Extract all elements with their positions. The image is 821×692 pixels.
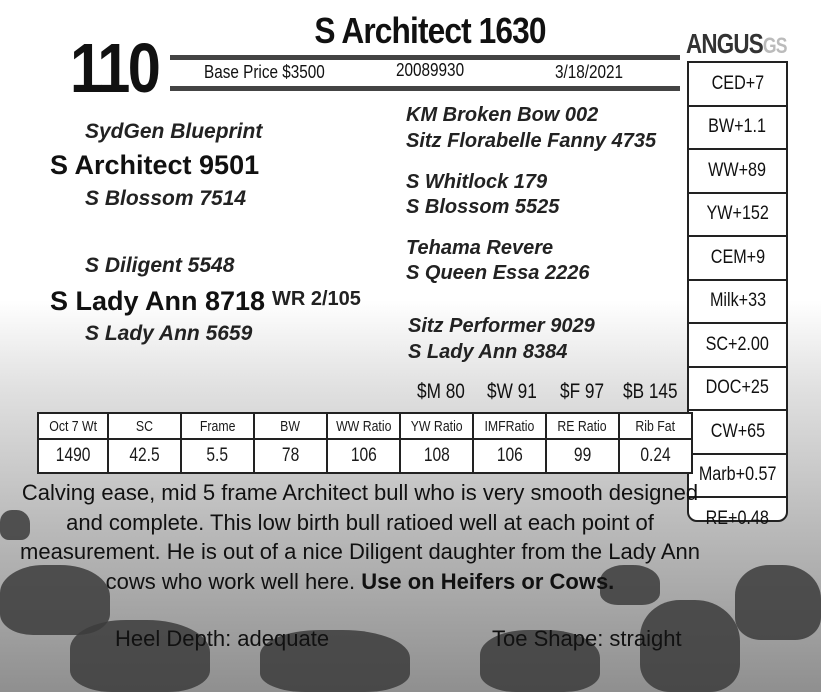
table-cell: 1490 [38, 439, 108, 473]
performance-table [37, 412, 693, 474]
table-cell: 108 [400, 439, 473, 473]
epd-cem: CEM+9 [689, 237, 786, 281]
toe-shape: Toe Shape: straight [492, 626, 682, 651]
epd-marb: Marb+0.57 [689, 455, 786, 499]
description-recommendation: Use on Heifers or Cows. [361, 568, 615, 594]
grand-sire-3: Tehama Revere [406, 237, 554, 259]
dam-weaning-ratio: WR 2/105 [272, 288, 361, 310]
epd-milk: Milk+33 [689, 281, 786, 325]
animal-name: S Architect 1630 [314, 10, 546, 51]
epd-ced: CED+7 [689, 63, 786, 107]
epd-yw: YW+152 [689, 194, 786, 238]
grand-dam-1: Sitz Florabelle Fanny 4735 [406, 130, 657, 152]
grand-sire-2: S Whitlock 179 [406, 171, 548, 193]
table-cell: 5.5 [181, 439, 254, 473]
base-price: Base Price $3500 [204, 62, 325, 82]
lot-number: 110 [70, 29, 159, 107]
epd-sc: SC+2.00 [689, 324, 786, 368]
sire: S Architect 9501 [50, 150, 260, 180]
grand-dam-4: S Lady Ann 8384 [408, 341, 568, 363]
registration-number: 20089930 [396, 60, 465, 80]
table-header: Oct 7 Wt [38, 413, 108, 439]
table-header: BW [254, 413, 327, 439]
birth-date: 3/18/2021 [555, 62, 624, 82]
cattle-silhouette [735, 565, 821, 640]
index-m: $M 80 [417, 380, 465, 403]
epd-cw: CW+65 [689, 411, 786, 455]
table-cell: 99 [546, 439, 619, 473]
heel-depth: Heel Depth: adequate [115, 626, 330, 651]
performance-header-row [38, 413, 692, 439]
epd-bw: BW+1.1 [689, 107, 786, 151]
grand-sire-1: KM Broken Bow 002 [406, 104, 599, 126]
table-cell: 0.24 [619, 439, 692, 473]
index-w: $W 91 [487, 380, 537, 403]
table-cell: 106 [473, 439, 546, 473]
table-header: Rib Fat [619, 413, 692, 439]
sire-sire: SydGen Blueprint [85, 120, 263, 143]
epd-panel [687, 61, 788, 529]
sire-dam: S Blossom 7514 [85, 187, 247, 210]
epd-re: RE+0.48 [705, 507, 770, 529]
logo-suffix: GS [762, 33, 787, 58]
index-f: $F 97 [560, 380, 605, 403]
table-cell: 78 [254, 439, 327, 473]
index-b: $B 145 [623, 380, 678, 403]
dam: S Lady Ann 8718 [50, 286, 266, 316]
logo-text: ANGUS [686, 28, 763, 59]
table-header: RE Ratio [546, 413, 619, 439]
table-cell: 106 [327, 439, 400, 473]
performance-value-row [38, 439, 692, 473]
table-cell: 42.5 [108, 439, 181, 473]
header-rule-bottom [170, 86, 680, 91]
table-header: IMFRatio [473, 413, 546, 439]
table-header: SC [108, 413, 181, 439]
grand-dam-3: S Queen Essa 2226 [406, 262, 590, 284]
grand-sire-4: Sitz Performer 9029 [408, 315, 595, 337]
epd-doc: DOC+25 [689, 368, 786, 412]
dam-sire: S Diligent 5548 [85, 254, 235, 277]
description-text: Calving ease, mid 5 frame Architect bull who is very smooth designed and complete. This low birth bull ratioed well at each point of measurement. He is out of a nice Diligent daughter from the Lady Ann cows who work well here. [20, 480, 700, 594]
angus-logo [686, 28, 787, 60]
description [20, 478, 700, 596]
table-header: YW Ratio [400, 413, 473, 439]
epd-ww: WW+89 [689, 150, 786, 194]
dam-dam: S Lady Ann 5659 [85, 322, 253, 345]
grand-dam-2: S Blossom 5525 [406, 196, 560, 218]
table-header: WW Ratio [327, 413, 400, 439]
table-header: Frame [181, 413, 254, 439]
